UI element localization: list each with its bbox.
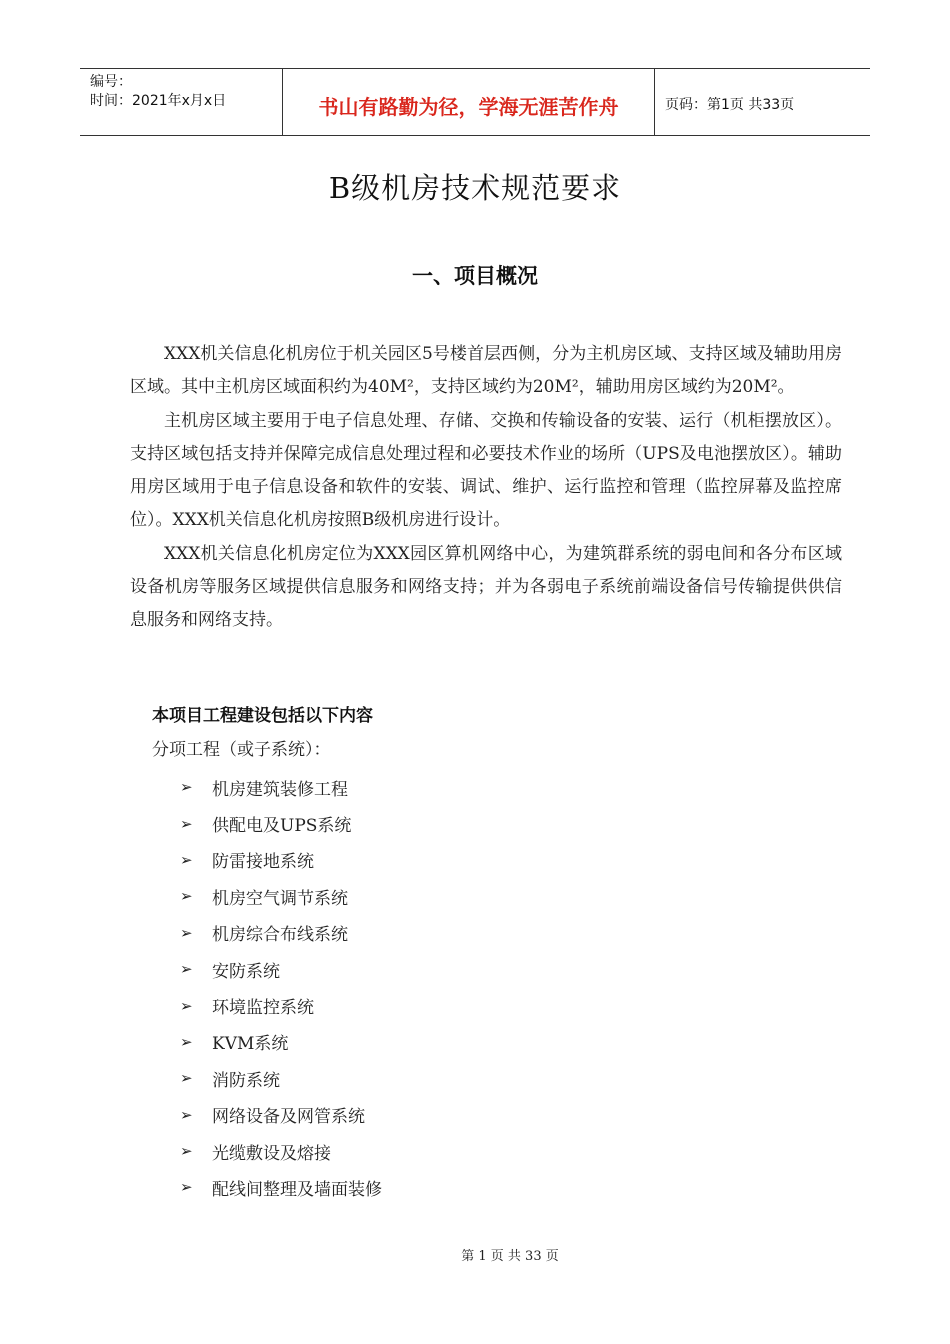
- list-item: [180, 987, 382, 1023]
- page-header: [80, 68, 870, 136]
- list-item-label: 光缆敷设及熔接: [212, 1143, 331, 1164]
- list-item: [180, 1024, 382, 1060]
- subsystem-heading: 分项工程（或子系统）：: [152, 740, 331, 760]
- body-text: [130, 338, 842, 638]
- arrow-right-icon: ➢: [180, 850, 193, 869]
- list-item-label: 网络设备及网管系统: [212, 1107, 365, 1128]
- list-item-label: KVM系统: [212, 1034, 289, 1055]
- arrow-right-icon: ➢: [180, 778, 193, 797]
- arrow-right-icon: ➢: [180, 923, 193, 942]
- list-item-label: 防雷接地系统: [212, 852, 314, 873]
- list-item: [180, 842, 382, 878]
- header-page-info: 页码：第1页 共33页: [665, 97, 795, 113]
- paragraph: XXX机关信息化机房定位为XXX园区算机网络中心，为建筑群系统的弱电间和各分布区域设备机房等服务区域提供信息服务和网络支持；并为各弱电子系统前端设备信号传输提供供信息服务和网络支持。: [130, 544, 842, 630]
- subsystem-list: [180, 769, 382, 1206]
- arrow-right-icon: ➢: [180, 1105, 193, 1124]
- list-item-label: 供配电及UPS系统: [212, 816, 352, 837]
- list-item: [180, 915, 382, 951]
- section-title: 一、项目概况: [412, 264, 538, 288]
- header-number-label: 编号：: [90, 74, 132, 90]
- scope-heading: 本项目工程建设包括以下内容: [152, 706, 373, 726]
- arrow-right-icon: ➢: [180, 887, 193, 906]
- arrow-right-icon: ➢: [180, 1142, 193, 1161]
- list-item: [180, 769, 382, 805]
- list-item: [180, 1133, 382, 1169]
- list-item-label: 配线间整理及墙面装修: [212, 1179, 382, 1200]
- list-item-label: 安防系统: [212, 961, 280, 982]
- list-item: [180, 1060, 382, 1096]
- arrow-right-icon: ➢: [180, 960, 193, 979]
- paragraph: XXX机关信息化机房位于机关园区5号楼首层西侧，分为主机房区域、支持区域及辅助用房区域。其中主机房区域面积约为40M²，支持区域约为20M²，辅助用房区域约为20M²。: [130, 344, 842, 397]
- header-time-label: 时间：2021年x月x日: [90, 93, 227, 109]
- arrow-right-icon: ➢: [180, 1032, 193, 1051]
- list-item: [180, 951, 382, 987]
- list-item-label: 机房综合布线系统: [212, 925, 348, 946]
- list-item: [180, 1097, 382, 1133]
- list-item: [180, 1169, 382, 1205]
- arrow-right-icon: ➢: [180, 1178, 193, 1197]
- list-item-label: 消防系统: [212, 1070, 280, 1091]
- arrow-right-icon: ➢: [180, 1069, 193, 1088]
- list-item: [180, 878, 382, 914]
- header-meta: [80, 69, 282, 135]
- list-item-label: 机房空气调节系统: [212, 888, 348, 909]
- list-item: [180, 805, 382, 841]
- list-item-label: 环境监控系统: [212, 998, 314, 1019]
- header-motto: 书山有路勤为径，学海无涯苦作舟: [282, 69, 655, 135]
- list-item-label: 机房建筑装修工程: [212, 779, 348, 800]
- arrow-right-icon: ➢: [180, 814, 193, 833]
- paragraph: 主机房区域主要用于电子信息处理、存储、交换和传输设备的安装、运行（机柜摆放区）。支持区域包括支持并保障完成信息处理过程和必要技术作业的场所（UPS及电池摆放区）。辅助用房区域用于电子信息设备和软件的安装、调试、维护、运行监控和管理（监控屏幕及监控席位）。XXX机关信息化机房按照B级机房进行设计。: [130, 411, 842, 530]
- arrow-right-icon: ➢: [180, 996, 193, 1015]
- document-title: B级机房技术规范要求: [328, 171, 622, 205]
- page-footer: 第 1 页 共 33 页: [461, 1249, 559, 1264]
